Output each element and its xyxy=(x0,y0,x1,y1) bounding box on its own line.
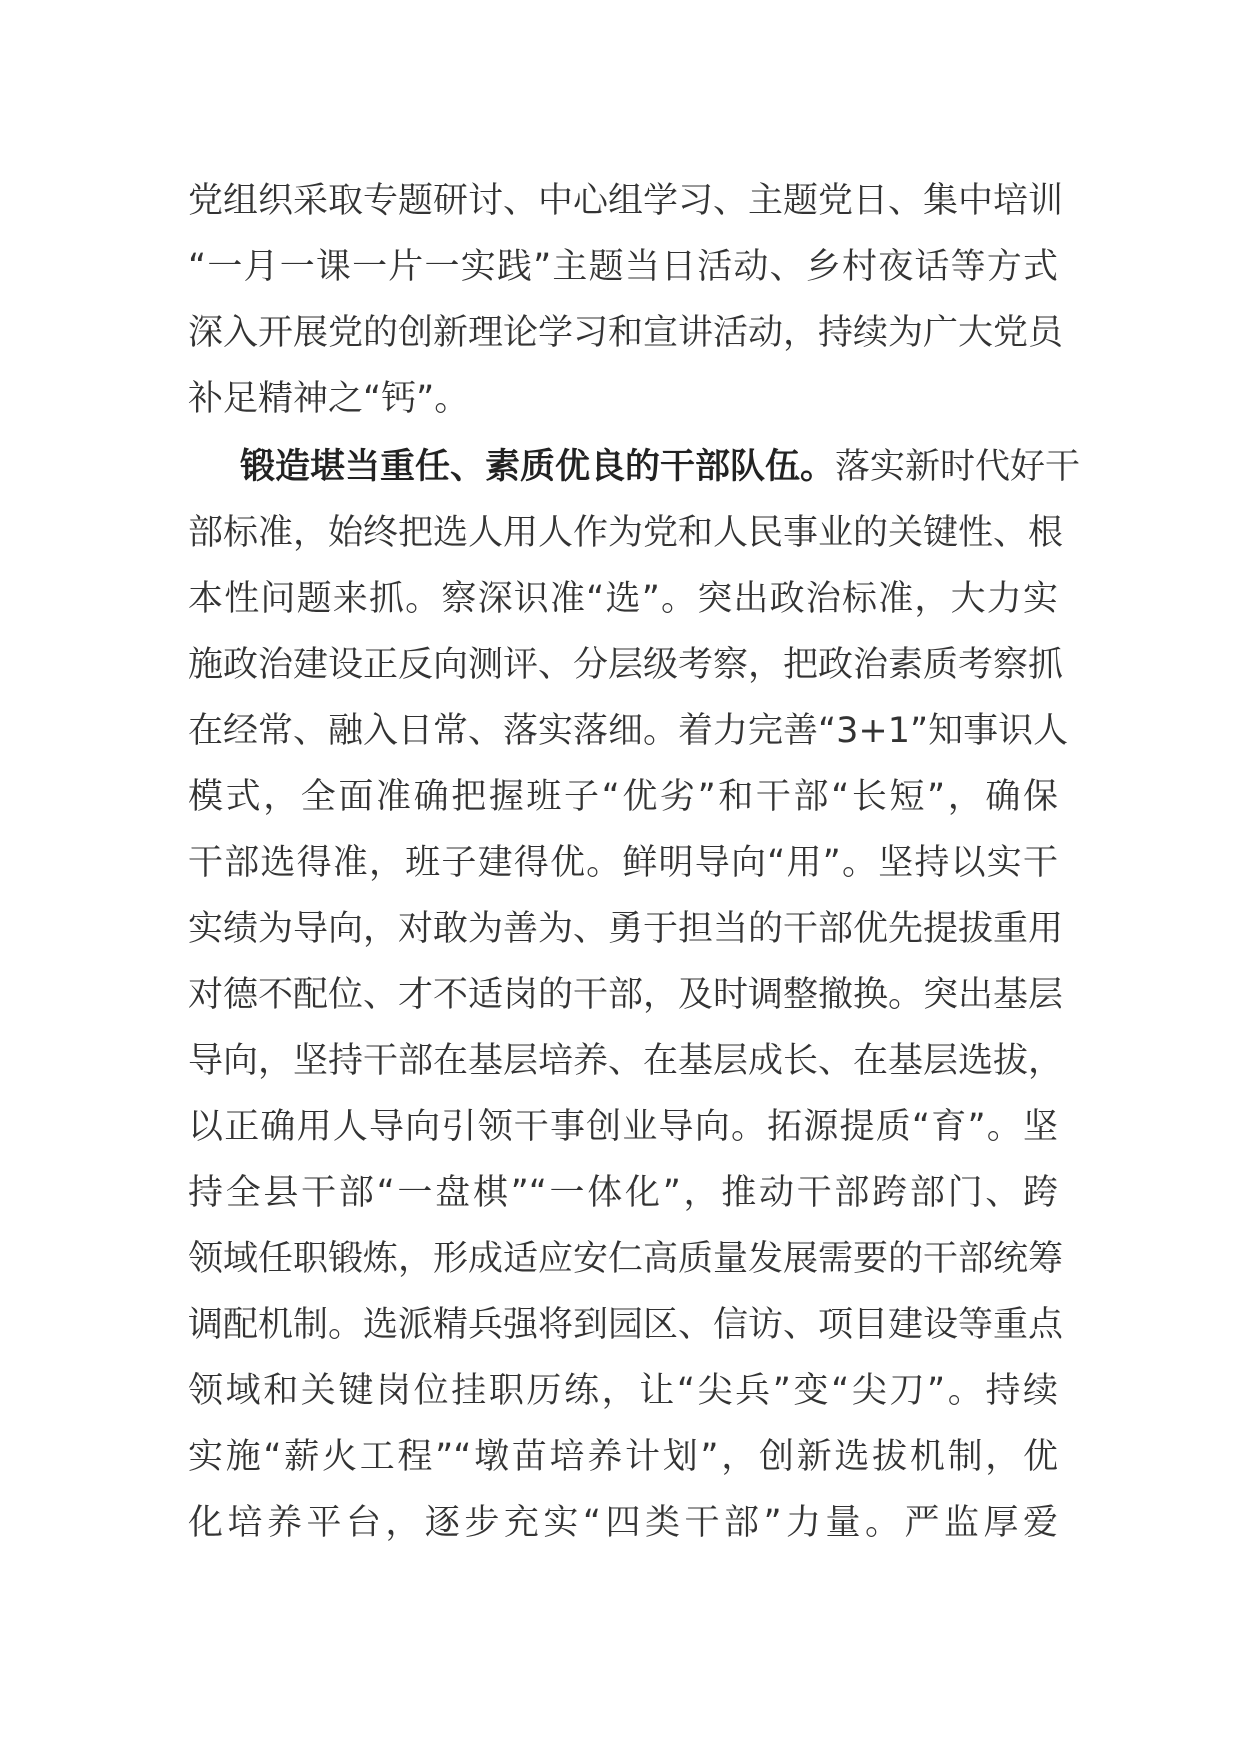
paragraph-line: 模式，全面准确把握班子“优劣”和干部“长短”，确保 xyxy=(188,777,1058,817)
paragraph-line: 化培养平台，逐步充实“四类干部”力量。严监厚爱 xyxy=(188,1503,1058,1543)
paragraph-line: “一月一课一片一实践”主题当日活动、乡村夜话等方式 xyxy=(188,247,1058,287)
paragraph-line: 实施“薪火工程”“墩苗培养计划”，创新选拔机制，优 xyxy=(188,1437,1058,1477)
paragraph-2 xyxy=(188,434,1081,1556)
paragraph-line: 导向，坚持干部在基层培养、在基层成长、在基层选拔， xyxy=(188,1041,1064,1081)
paragraph-line: 领域和关键岗位挂职历练，让“尖兵”变“尖刀”。持续 xyxy=(188,1371,1058,1411)
paragraph-line: 对德不配位、才不适岗的干部，及时调整撤换。突出基层 xyxy=(188,975,1064,1015)
paragraph-line: 干部选得准，班子建得优。鲜明导向“用”。坚持以实干 xyxy=(188,843,1058,883)
paragraph-line: 以正确用人导向引领干事创业导向。拓源提质“育”。坚 xyxy=(188,1107,1058,1147)
paragraph-line: 在经常、融入日常、落实落细。着力完善“3+1”知事识人 xyxy=(188,711,1069,751)
paragraph-1 xyxy=(188,168,1064,432)
paragraph-heading: 锻造堪当重任、素质优良的干部队伍。 xyxy=(240,447,836,487)
paragraph-line: 部标准，始终把选人用人作为党和人民事业的关键性、根 xyxy=(188,513,1064,553)
paragraph-line: 补足精神之“钙”。 xyxy=(188,379,470,419)
paragraph-line: 实绩为导向，对敢为善为、勇于担当的干部优先提拔重用 xyxy=(188,909,1064,949)
paragraph-first-line-text: 落实新时代好干 xyxy=(835,447,1081,487)
paragraph-first-line xyxy=(188,434,1081,500)
paragraph-line: 持全县干部“一盘棋”“一体化”，推动干部跨部门、跨 xyxy=(188,1173,1058,1213)
paragraph-line: 领域任职锻炼，形成适应安仁高质量发展需要的干部统筹 xyxy=(188,1239,1064,1279)
paragraph-line: 深入开展党的创新理论学习和宣讲活动，持续为广大党员 xyxy=(188,313,1064,353)
paragraph-line: 施政治建设正反向测评、分层级考察，把政治素质考察抓 xyxy=(188,645,1064,685)
paragraph-line: 党组织采取专题研讨、中心组学习、主题党日、集中培训 xyxy=(188,181,1064,221)
paragraph-line: 本性问题来抓。察深识准“选”。突出政治标准，大力实 xyxy=(188,579,1058,619)
paragraph-line: 调配机制。选派精兵强将到园区、信访、项目建设等重点 xyxy=(188,1305,1064,1345)
